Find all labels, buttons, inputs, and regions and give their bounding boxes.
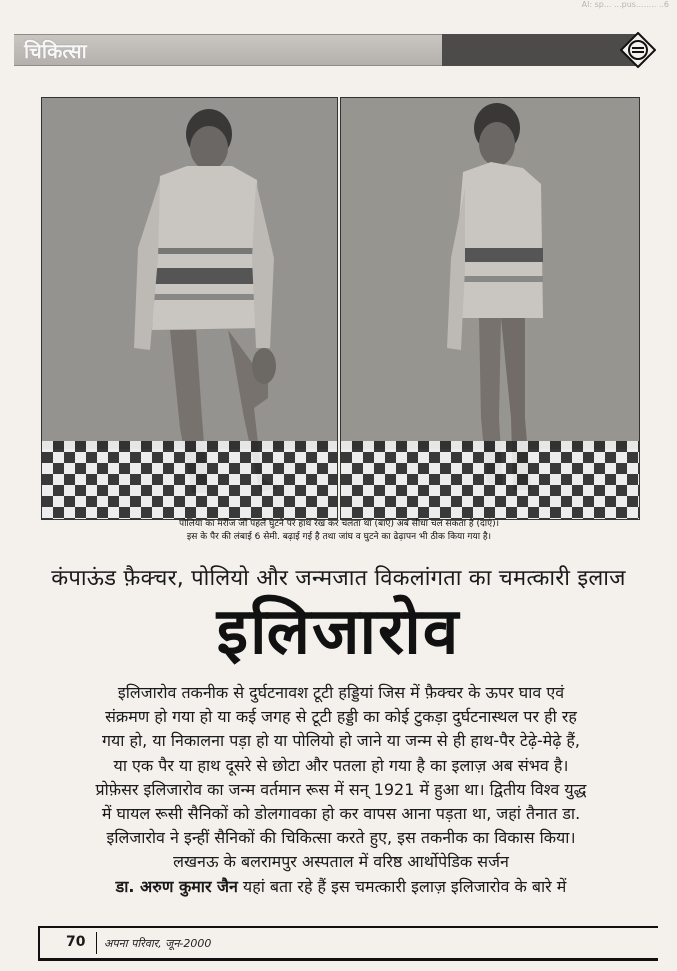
photo-after-treatment <box>340 97 640 520</box>
caption-line-1: पोलिया का मरीज जो पहले घुटने पर हाथ रख कर चलता था (बाएं) अब सीधा चल सकता है (दाएं)। <box>178 519 500 529</box>
intro-line: या एक पैर या हाथ दूसरे से छोटा और पतला हो गया है का इलाज़ अब संभव है। <box>113 755 569 775</box>
author-line <box>56 875 626 899</box>
section-title: चिकित्सा <box>24 38 87 63</box>
section-header-dark-band <box>442 34 640 66</box>
author-line-tail: यहां बता रहे हैं इस चमत्कारी इलाज़ इलिजारोव के बारे में <box>237 876 567 896</box>
footer-left-rule <box>38 926 40 961</box>
article-intro <box>56 681 626 899</box>
article-title: इलिजारोव <box>216 595 461 669</box>
footer-bottom-rule <box>38 958 658 961</box>
intro-line: संक्रमण हो गया हो या कई जगह से टूटी हड्डी का कोई टुकड़ा दुर्घटनास्थल पर ही रह <box>105 707 577 727</box>
intro-line: इलिजारोव ने इन्हीं सैनिकों की चिकित्सा करते हुए, इस तकनीक का विकास किया। <box>106 828 576 848</box>
author-name: डा. अरुण कुमार जैन <box>115 876 238 896</box>
caption-line-2: इस के पैर की लंबाई 6 सेमी. बढ़ाई गई है तथा जांघ व घुटने का ढेढ़ापन भी ठीक किया गया है। <box>186 532 492 542</box>
footer-separator <box>96 932 97 954</box>
intro-line: में घायल रूसी सैनिकों को डोलगावका हो कर वापस आना पड़ता था, जहां तैनात डा. <box>101 804 581 824</box>
top-edge-scrap-text: Al: sp... ...pus........ ..6 <box>581 0 669 9</box>
intro-line: लखनऊ के बलरामपुर अस्पताल में वरिष्ठ आर्थोपेडिक सर्जन <box>173 852 509 872</box>
photo-caption <box>40 518 638 544</box>
intro-line: गया हो, या निकालना पड़ा हो या पोलियो हो जाने या जन्म से ही हाथ-पैर टेढ़े-मेढ़े हैं, <box>101 731 580 751</box>
publication-info: अपना परिवार, जून-2000 <box>104 937 212 950</box>
intro-line: प्रोफ़ेसर इलिजारोव का जन्म वर्तमान रूस में सन् 1921 में हुआ था। द्वितीय विश्व युद्ध <box>95 779 587 799</box>
article-subheadline: कंपाऊंड फ़ैक्चर, पोलियो और जन्मजात विकलांगता का चमत्कारी इलाज <box>51 566 626 591</box>
footer-top-rule <box>38 926 658 928</box>
magazine-emblem-icon <box>620 32 656 68</box>
section-header-label-box <box>14 34 442 66</box>
section-header-bar <box>14 34 640 66</box>
intro-line: इलिजारोव तकनीक से दुर्घटनावश टूटी हड्डियां जिस में फ़ैक्चर के ऊपर घाव एवं <box>117 683 565 702</box>
page-number: 70 <box>66 934 86 950</box>
photo-before-treatment <box>41 97 338 520</box>
